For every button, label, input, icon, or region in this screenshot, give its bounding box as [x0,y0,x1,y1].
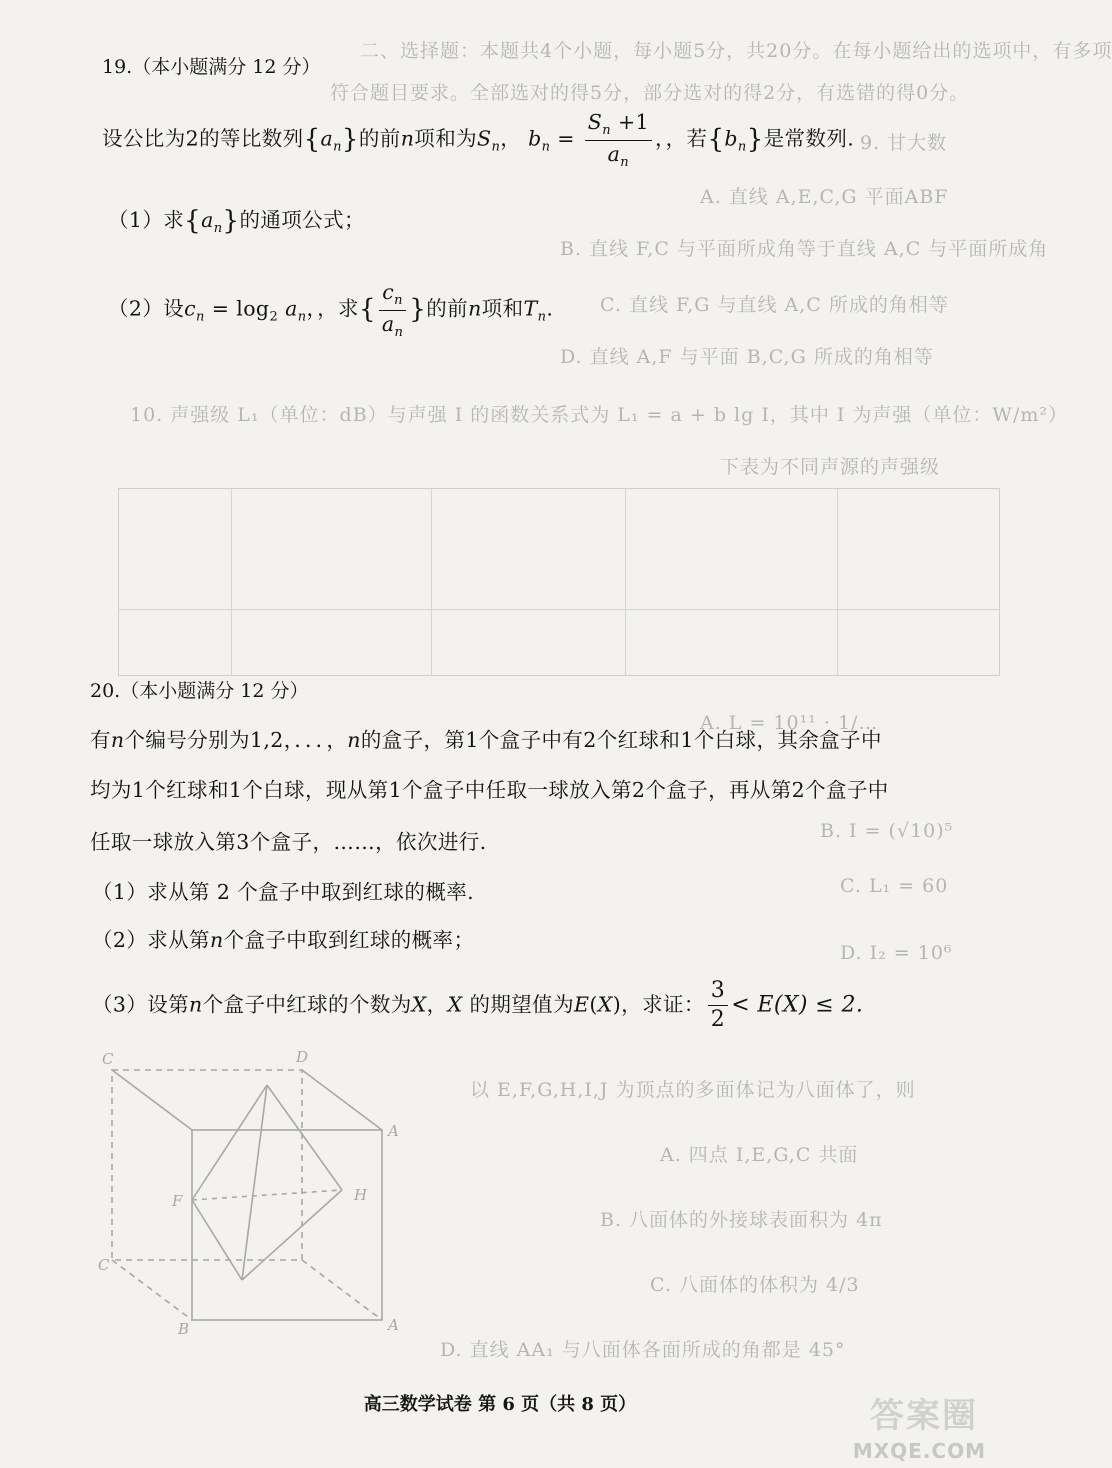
q19-part2-text: 的前 [426,296,469,321]
q19-ratio: 2 [185,126,200,151]
svg-text:C: C [102,1050,114,1068]
bleed-line: A. L = 10¹¹ · 1/… [700,712,879,734]
bleed-line: B. 直线 F,C 与平面所成角等于直线 A,C 与平面所成角 [560,238,1049,260]
q19-fraction: $\frac{S_n +1}{a_n}$ [585,110,652,170]
bleed-line: D. I₂ = 10⁶ [840,942,953,964]
q19-intro-text: 设公比为 [102,126,186,151]
q20-text: （3）设第 [92,992,190,1017]
watermark [826,1388,986,1463]
bleed-line: D. 直线 AA₁ 与八面体各面所成的角都是 45° [440,1339,846,1361]
q19-intro-text: 项和为 [414,126,477,151]
q19-part2: （2）设$c_n = \log_2 a_n$，，求{ $\frac{c_n}{a_n}$ }的前n项和$T_n$. [108,280,554,340]
bleed-line: 9. 甘大数 [860,132,948,154]
q19-part2-label: （2）设 [108,296,185,321]
q19-part2-text: ，求 [317,296,359,321]
q20-part2: （2）求从第n个盒子中取到红球的概率； [92,928,475,952]
q19-intro-text: ，若 [665,126,708,151]
bleed-line: C. 直线 F,G 与直线 A,C 所成的角相等 [600,294,949,316]
q20-text: 有 [90,728,111,752]
q19-part2-text: 项和 [481,296,524,321]
svg-text:A: A [388,1122,399,1140]
svg-text:C: C [98,1256,110,1274]
q19-part1: （1）求$\{a_n\}$的通项公式； [108,206,365,236]
page-footer: 高三数学试卷 第 6 页（共 8 页） [363,1394,637,1415]
q20-fraction: $\frac{3}{2}$ [708,978,728,1034]
bleed-line: A. 直线 A,E,C,G 平面ABF [700,186,949,208]
q20-header: 20.（本小题满分 12 分） [90,680,309,702]
watermark-logo: 答案圈 [870,1396,978,1436]
q19-header: 19.（本小题满分 12 分） [102,56,321,78]
q20-text: 的期望值为 [469,992,574,1017]
svg-text:B: B [178,1320,190,1338]
q19-intro-text: 是常数列. [763,126,855,151]
ghost-table [118,488,1000,676]
q20-part3: （3）设第n个盒子中红球的个数为X，X 的期望值为E(X)，求证： $\frac{3}{2}$ < E(X) ≤ 2. [92,978,864,1033]
q20-part1: （1）求从第 2 个盒子中取到红球的概率. [92,880,475,904]
q20-line1: 有n个编号分别为1,2，．．．，n的盒子，第1个盒子中有2个红球和1个白球，其余盒子中 [90,728,882,752]
q19-part1-label: （1）求 [108,208,185,232]
bleed-line: D. 直线 A,F 与平面 B,C,G 所成的角相等 [560,346,934,368]
q19-intro: 设公比为2的等比数列$\{a_n\}$的前n项和为$S_n$， $b_n$ = $\frac{S_n +1}{a_n}$ ，，若$\{b_n\}$是常数列. [102,110,855,170]
q19-intro-text: 的前 [358,126,401,151]
q19-intro-text: 的等比数列 [199,126,304,151]
svg-text:D: D [296,1048,309,1066]
bleed-line: 二、选择题：本题共4个小题，每小题5分，共20分。在每小题给出的选项中，有多项 [360,40,1112,62]
svg-text:F: F [172,1192,183,1210]
bleed-line: 符合题目要求。全部选对的得5分，部分选对的得2分，有选错的得0分。 [330,82,970,104]
q20-text: 求证： [642,992,705,1017]
q20-text: 个盒子中红球的个数为 [202,992,412,1017]
svg-text:A: A [388,1316,399,1334]
cube-figure-ghost [92,1040,422,1340]
bleed-line: A. 四点 I,E,G,C 共面 [660,1144,859,1166]
q20-line2: 均为1个红球和1个白球，现从第1个盒子中任取一球放入第2个盒子，再从第2个盒子中 [90,778,889,802]
bleed-line: 10. 声强级 L₁（单位：dB）与声强 I 的函数关系式为 L₁ = a + b lg I，其中 I 为声强（单位：W/m²） [130,404,1068,426]
q19-part2-fraction: $\frac{c_n}{a_n}$ [379,280,406,340]
q20-text: 个盒子中取到红球的概率； [223,928,475,952]
bleed-line: C. L₁ = 60 [840,875,949,897]
q20-line3: 任取一球放入第3个盒子，……，依次进行. [90,830,487,854]
bleed-line: C. 八面体的体积为 4/3 [650,1274,860,1296]
bleed-line: 以 E,F,G,H,I,J 为顶点的多面体记为八面体了，则 [470,1079,916,1101]
q19-part1-text: 的通项公式； [239,208,365,232]
bleed-line: B. 八面体的外接球表面积为 4π [600,1209,883,1231]
q20-text: 个编号分别为1,2，．．．， [124,728,348,752]
bleed-line: 下表为不同声源的声强级 [720,456,941,478]
watermark-site: MXQE.COM [852,1439,986,1463]
q20-inequality: < E(X) ≤ 2. [731,992,864,1018]
q19-part2-text: . [546,296,554,321]
q20-text: （2）求从第 [92,928,210,952]
q20-text: 的盒子，第1个盒子中有2个红球和1个白球，其余盒子中 [360,728,882,752]
bleed-line: B. I = (√10)⁵ [820,820,954,842]
svg-text:H: H [354,1186,368,1204]
